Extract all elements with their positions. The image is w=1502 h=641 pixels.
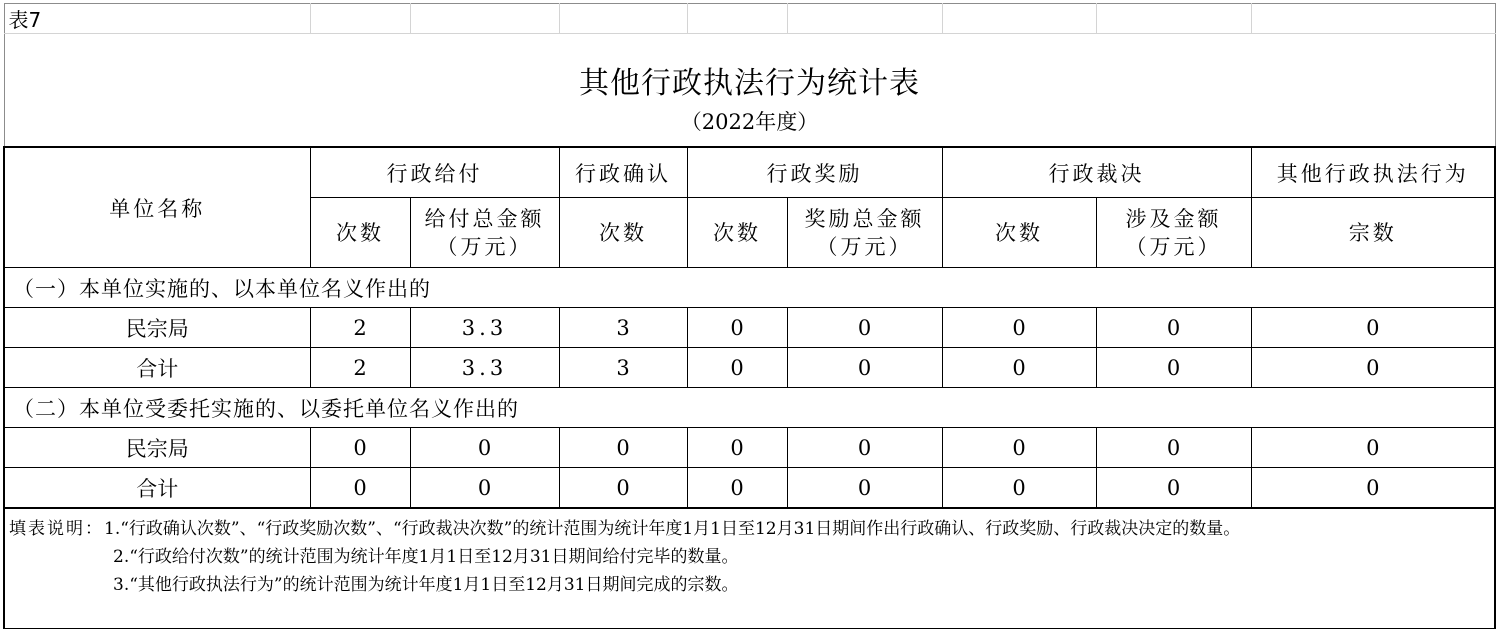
header-sub[interactable]: 次数 — [942, 198, 1096, 268]
header-sub[interactable]: 给付总金额 （万元） — [410, 198, 559, 268]
statistics-table — [3, 3, 1496, 629]
empty-cell[interactable] — [687, 4, 787, 34]
value-cell[interactable]: 0 — [942, 428, 1096, 468]
value-cell[interactable]: 0 — [1251, 468, 1495, 509]
value-cell[interactable]: 0 — [942, 348, 1096, 388]
header-sub[interactable]: 涉及金额 （万元） — [1096, 198, 1251, 268]
empty-cell[interactable] — [1096, 4, 1251, 34]
value-cell[interactable]: 3.3 — [410, 348, 559, 388]
total-label-cell[interactable]: 合计 — [4, 348, 310, 388]
header-group-confirmation[interactable]: 行政确认 — [559, 147, 687, 198]
value-cell[interactable]: 2 — [310, 308, 410, 348]
value-cell[interactable]: 0 — [310, 468, 410, 509]
table-row — [4, 308, 1495, 348]
value-cell[interactable]: 0 — [1251, 428, 1495, 468]
header-sub[interactable]: 次数 — [559, 198, 687, 268]
header-sub[interactable]: 奖励总金额 （万元） — [787, 198, 942, 268]
table-row — [4, 428, 1495, 468]
header-unit-name[interactable]: 单位名称 — [4, 147, 310, 268]
value-cell[interactable]: 0 — [687, 468, 787, 509]
title-cell[interactable] — [4, 34, 1495, 148]
note-item-2: 2.“行政给付次数”的统计范围为统计年度1月1日至12月31日期间给付完毕的数量。 — [113, 547, 739, 567]
note-item-3: 3.“其他行政执法行为”的统计范围为统计年度1月1日至12月31日期间完成的宗数。 — [113, 575, 739, 595]
table-label[interactable]: 表7 — [4, 4, 310, 34]
header-sub[interactable]: 宗数 — [1251, 198, 1495, 268]
table-row-total — [4, 348, 1495, 388]
header-group-ruling[interactable]: 行政裁决 — [942, 147, 1251, 198]
note-item-1 — [9, 515, 1490, 543]
value-cell[interactable]: 0 — [1096, 468, 1251, 509]
value-cell[interactable]: 0 — [559, 468, 687, 509]
value-cell[interactable]: 0 — [942, 468, 1096, 509]
value-cell[interactable]: 0 — [687, 428, 787, 468]
value-cell[interactable]: 0 — [1251, 348, 1495, 388]
value-cell[interactable]: 0 — [410, 468, 559, 509]
empty-cell[interactable] — [310, 4, 410, 34]
value-cell[interactable]: 2 — [310, 348, 410, 388]
page-title: 其他行政执法行为统计表 — [579, 66, 920, 101]
empty-cell[interactable] — [410, 4, 559, 34]
note-text: 1.“行政确认次数”、“行政奖励次数”、“行政裁决次数”的统计范围为统计年度1月1日至12月31日期间作出行政确认、行政奖励、行政裁决决定的数量。 — [104, 519, 1241, 539]
header-group-reward[interactable]: 行政奖励 — [687, 147, 942, 198]
value-cell[interactable]: 0 — [787, 348, 942, 388]
header-sub[interactable]: 次数 — [310, 198, 410, 268]
value-cell[interactable]: 0 — [687, 308, 787, 348]
section-title[interactable]: （二）本单位受委托实施的、以委托单位名义作出的 — [4, 388, 1495, 428]
value-cell[interactable]: 3 — [559, 348, 687, 388]
section-row — [4, 268, 1495, 308]
section-row — [4, 388, 1495, 428]
value-cell[interactable]: 3.3 — [410, 308, 559, 348]
value-cell[interactable]: 0 — [687, 348, 787, 388]
value-cell[interactable]: 0 — [787, 308, 942, 348]
empty-cell[interactable] — [942, 4, 1096, 34]
title-row — [4, 34, 1495, 148]
value-cell[interactable]: 0 — [310, 428, 410, 468]
unit-cell[interactable]: 民宗局 — [4, 428, 310, 468]
header-sub[interactable]: 次数 — [687, 198, 787, 268]
empty-cell[interactable] — [787, 4, 942, 34]
unit-cell[interactable]: 民宗局 — [4, 308, 310, 348]
header-row-groups — [4, 147, 1495, 198]
empty-cell[interactable] — [559, 4, 687, 34]
notes-prefix: 填表说明： — [9, 519, 104, 539]
section-title[interactable]: （一）本单位实施的、以本单位名义作出的 — [4, 268, 1495, 308]
value-cell[interactable]: 0 — [787, 428, 942, 468]
empty-cell[interactable] — [1251, 4, 1495, 34]
value-cell[interactable]: 0 — [787, 468, 942, 509]
notes-row — [4, 508, 1495, 629]
value-cell[interactable]: 0 — [1096, 428, 1251, 468]
page-subtitle: （2022年度） — [680, 110, 819, 134]
value-cell[interactable]: 0 — [559, 428, 687, 468]
value-cell[interactable]: 0 — [1096, 308, 1251, 348]
value-cell[interactable]: 0 — [942, 308, 1096, 348]
total-label-cell[interactable]: 合计 — [4, 468, 310, 509]
header-group-payment[interactable]: 行政给付 — [310, 147, 559, 198]
notes-cell[interactable] — [4, 508, 1495, 629]
label-row — [4, 4, 1495, 34]
value-cell[interactable]: 0 — [1251, 308, 1495, 348]
value-cell[interactable]: 0 — [1096, 348, 1251, 388]
header-group-other[interactable]: 其他行政执法行为 — [1251, 147, 1495, 198]
table-row-total — [4, 468, 1495, 509]
value-cell[interactable]: 3 — [559, 308, 687, 348]
value-cell[interactable]: 0 — [410, 428, 559, 468]
